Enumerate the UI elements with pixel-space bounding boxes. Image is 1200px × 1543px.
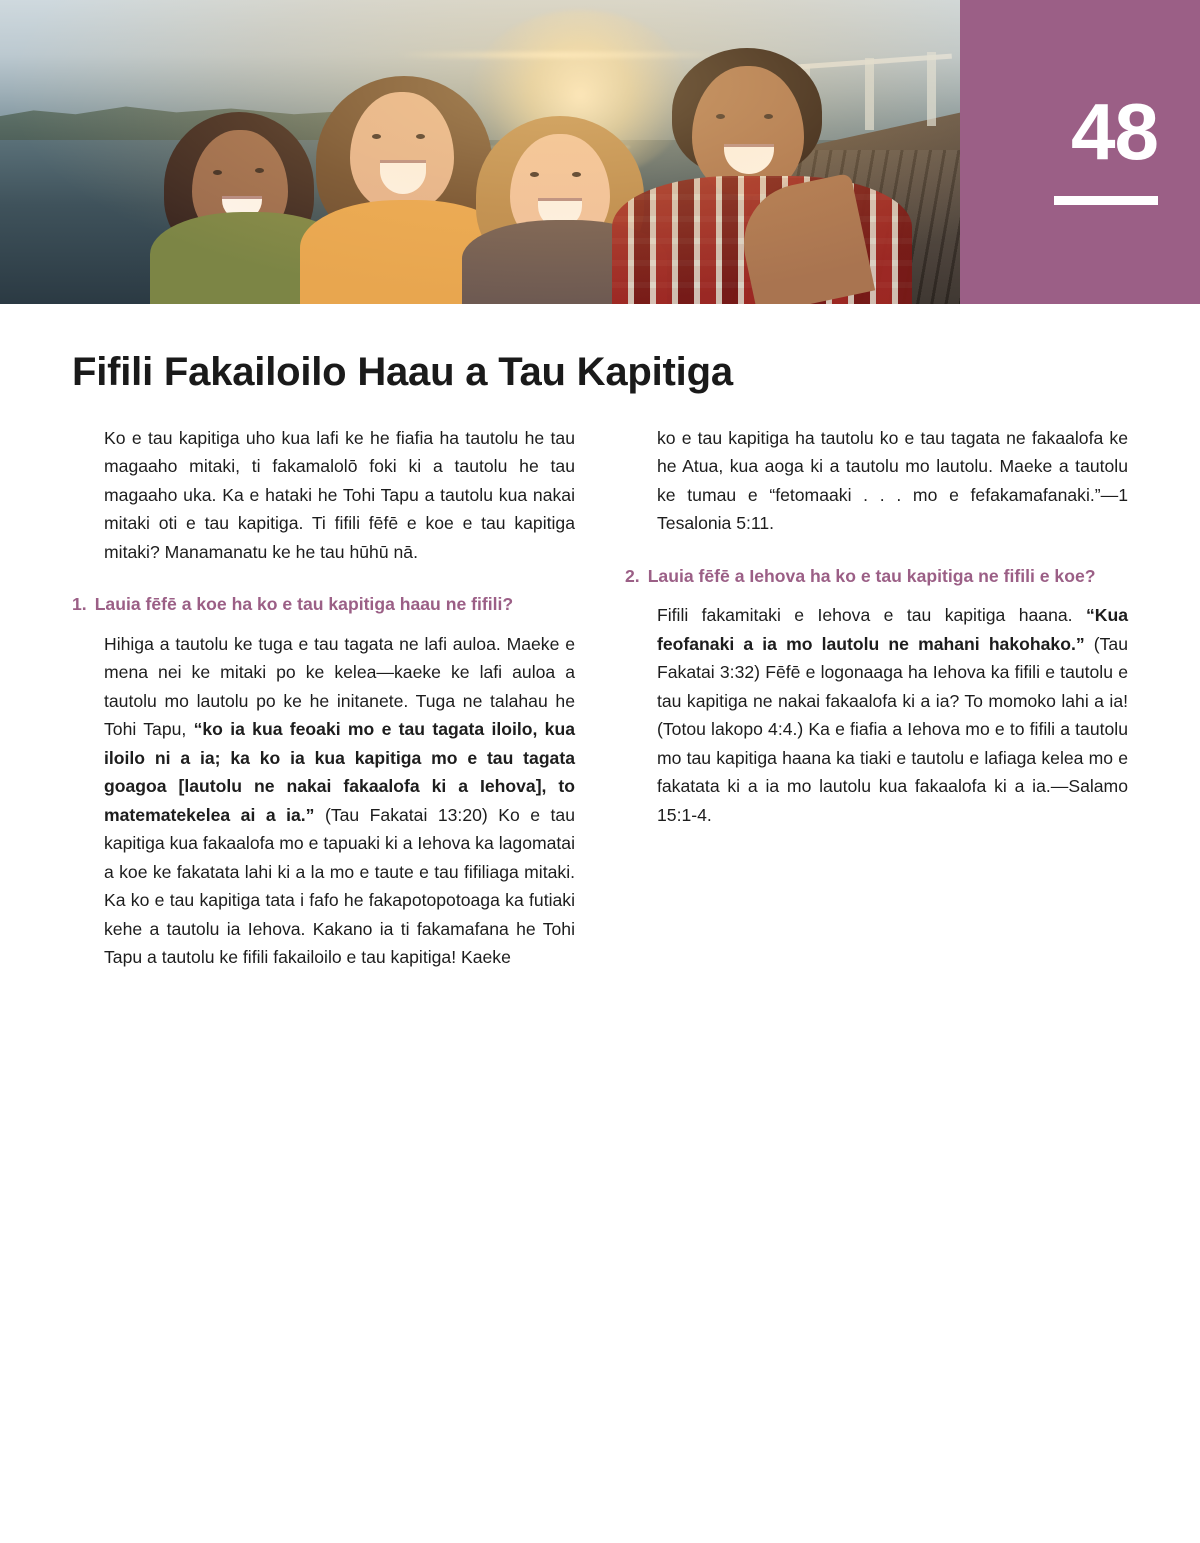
- eye-shape: [213, 170, 222, 175]
- question-1: [72, 592, 575, 618]
- article-body: [72, 424, 1128, 972]
- continuation-paragraph: ko e tau kapitiga ha tautolu ko e tau tagata ne fakaalofa ke he Atua, kua aoga ki a tautolu mo lautolu. Maeke a tautolu ke tumau e “fetomaaki . . . mo e fefakamafanaki.”—1 Tesalonia 5:11.: [657, 427, 1128, 534]
- question-2: [625, 564, 1128, 590]
- question-1-answer: [72, 630, 575, 972]
- right-column: [625, 424, 1128, 972]
- page-number-badge: [960, 0, 1200, 304]
- question-2-text: Lauia fēfē a Iehova ha ko e tau kapitiga ne fifili e koe?: [647, 565, 1096, 586]
- answer-1-part-1: Hihiga a tautolu ke tuga e tau tagata ne lafi auloa. Maeke e mena nei ke mitaki po ke kelea—kaeke ke lafi auloa a tautolu mo lautolu po ke he initanete. Tuga ne talahau he Tohi Tapu,: [104, 633, 575, 740]
- page-title: Fifili Fakailoilo Haau a Tau Kapitiga: [72, 350, 733, 394]
- page-header: [0, 0, 1200, 304]
- answer-1-part-2: (Tau Fakatai 13:20) Ko e tau kapitiga kua fakaalofa mo e tapuaki ki a Iehova ka lagomatai a koe ke fakatata lahi ki a la mo e taute e tau fifiliaga mitaki. Ka ko e tau kapitiga tata i fafo he fakapotopotoaga ka futiaki kehe a tautolu ia Iehova. Kakano ia ti fakamafana he Tohi Tapu a tautolu ke fifili fakailoilo e tau kapitiga! Kaeke: [104, 804, 575, 968]
- eye-shape: [764, 114, 773, 119]
- face-shape: [350, 92, 454, 212]
- answer-1-scripture-quote: “ko ia kua feoaki mo e tau tagata iloilo, kua iloilo ni a ia; ka ko ia kua kapitiga mo e tau tagata goagoa [lautolu ne nakai fakaalofa ki a Iehova], to matematekelea ai a ia.”: [104, 719, 575, 825]
- question-2-answer: [625, 601, 1128, 829]
- left-column: [72, 424, 575, 972]
- eye-shape: [372, 134, 381, 139]
- answer-2-part-2: (Tau Fakatai 3:32) Fēfē e logonaaga ha Iehova ka fifili e tautolu e tau kapitiga ne nakai fakaalofa ki a ia? To momoko lahi a ia! (Totou lakopo 4:4.) Ka e fiafia a Iehova mo e to fifili a tautolu mo tau kapitiga haana ka tiaki e tautolu e lafiaga kelea mo e fakatata ki a ia mo lautolu kua fakaalofa ki a ia.—Salamo 15:1-4.: [657, 633, 1128, 825]
- answer-2-scripture-quote: “Kua feofanaki a ia mo lautolu ne mahani hakohako.”: [657, 605, 1128, 654]
- eye-shape: [416, 134, 425, 139]
- railing-post: [927, 52, 936, 126]
- question-1-text: Lauia fēfē a koe ha ko e tau kapitiga haau ne fifili?: [94, 594, 514, 615]
- eye-shape: [530, 172, 539, 177]
- question-1-number: 1.: [72, 594, 87, 615]
- page-number: 48: [1071, 87, 1158, 176]
- answer-2-body: [657, 601, 1128, 829]
- eye-shape: [572, 172, 581, 177]
- badge-underline: [1054, 196, 1158, 205]
- intro-paragraph: Ko e tau kapitiga uho kua lafi ke he fiafia ha tautolu he tau magaaho mitaki, ti fakamalolō foki ki a tautolu he tau magaaho uka. Ka e hataki he Tohi Tapu a tautolu kua nakai mitaki oti e tau kapitiga. Ti fifili fēfē e koe e tau kapitiga mitaki? Manamanatu ke he tau hūhū nā.: [104, 427, 575, 562]
- hero-image: [0, 0, 960, 304]
- question-2-number: 2.: [625, 565, 640, 586]
- eye-shape: [255, 168, 264, 173]
- eye-shape: [716, 114, 725, 119]
- answer-2-part-1: Fifili fakamitaki e Iehova e tau kapitiga haana.: [657, 605, 1086, 626]
- answer-1-body: [104, 630, 575, 972]
